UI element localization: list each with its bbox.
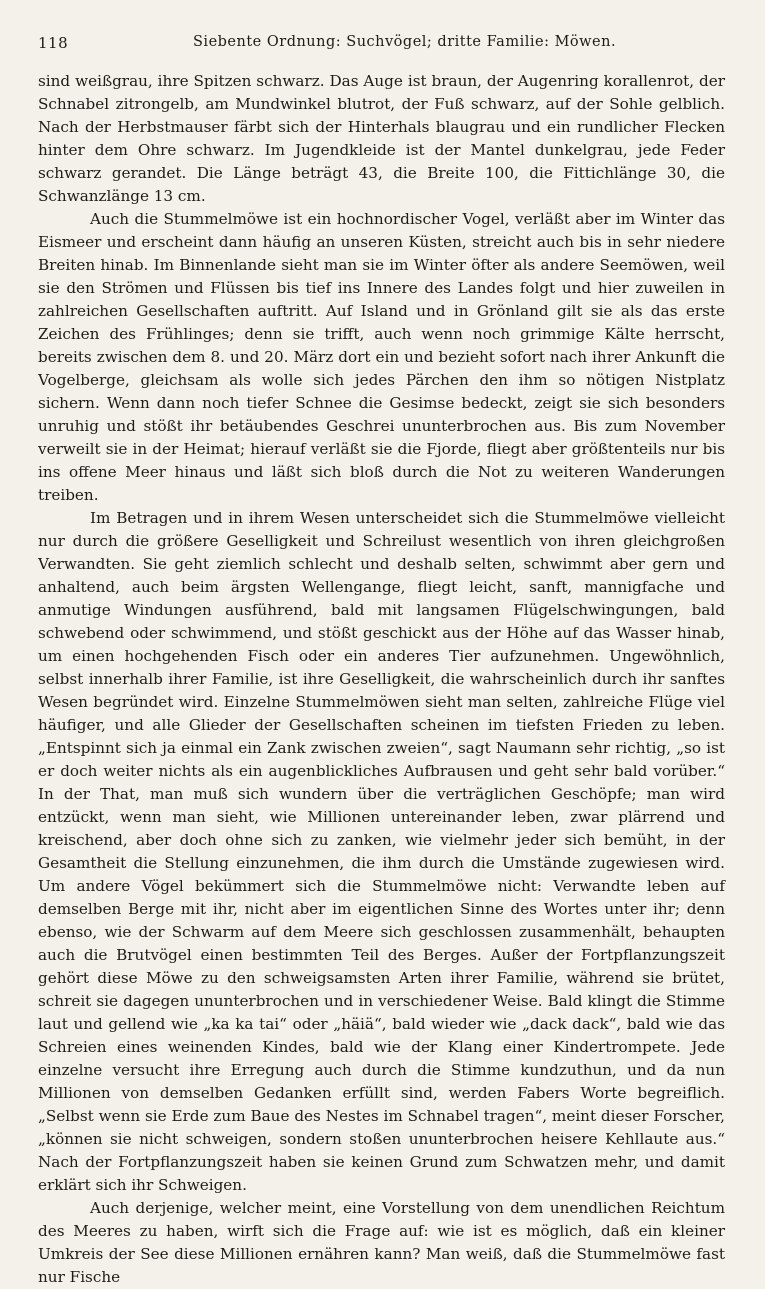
running-head: Siebente Ordnung: Suchvögel; dritte Familie: Möwen.: [193, 34, 617, 50]
paragraph: Im Betragen und in ihrem Wesen unterscheidet sich die Stummelmöwe vielleicht nur durch die größere Geselligkeit und Schreilust wesentlich von ihren gleichgroßen Verwandten. Sie geht ziemlich schlecht und deshalb selten, schwimmt aber gern und anhaltend, auch beim ärgsten Wellengange, fliegt leicht, sanft, mannigfache und anmutige Windungen ausführend, bald mit langsamen Flügelschwingungen, bald schwebend oder schwimmend, und stößt geschickt aus der Höhe auf das Wasser hinab, um einen hochgehenden Fisch oder ein anderes Tier aufzunehmen. Ungewöhnlich, selbst innerhalb ihrer Familie, ist ihre Geselligkeit, die wahrscheinlich durch ihr sanftes Wesen begründet wird. Einzelne Stummelmöwen sieht man selten, zahlreiche Flüge viel häufiger, und alle Glieder der Gesellschaften scheinen im tiefsten Frieden zu leben. „Entspinnt sich ja einmal ein Zank zwischen zweien“, sagt Naumann sehr richtig, „so ist er doch weiter nichts als ein augenblickliches Aufbrausen und geht sehr bald vorüber.“ In der That, man muß sich wundern über die verträglichen Geschöpfe; man wird entzückt, wenn man sieht, wie Millionen untereinander leben, zwar plärrend und kreischend, aber doch ohne sich zu zanken, wie vielmehr jeder sich bemüht, in der Gesamtheit die Stellung einzunehmen, die ihm durch die Umstände zugewiesen wird. Um andere Vögel bekümmert sich die Stummelmöwe nicht: Verwandte leben auf demselben Berge mit ihr, nicht aber im eigentlichen Sinne des Wortes unter ihr; denn ebenso, wie der Schwarm auf dem Meere sich geschlossen zusammenhält, behaupten auch die Brutvögel einen bestimmten Teil des Berges. Außer der Fortpflanzungszeit gehört diese Möwe zu den schweigsamsten Arten ihrer Familie, während sie brütet, schreit sie dagegen ununterbrochen und in verschiedener Weise. Bald klingt die Stimme laut und gellend wie „ka ka tai“ oder „häiä“, bald wieder wie „dack dack“, bald wie das Schreien eines weinenden Kindes, bald wie der Klang einer Kindertrompete. Jede einzelne versucht ihre Erregung auch durch die Stimme kundzuthun, und da nun Millionen von demselben Gedanken erfüllt sind, werden Fabers Worte begreiflich. „Selbst wenn sie Erde zum Baue des Nestes im Schnabel tragen“, meint dieser Forscher, „können sie nicht schweigen, sondern stoßen ununterbrochen heisere Kehllaute aus.“ Nach der Fortpflanzungszeit haben sie keinen Grund zum Schwatzen mehr, und damit erklärt sich ihr Schweigen.: [38, 509, 725, 1194]
body-text: [38, 70, 725, 1289]
paragraph: sind weißgrau, ihre Spitzen schwarz. Das Auge ist braun, der Augenring korallenrot, der Schnabel zitrongelb, am Mundwinkel blutrot, der Fuß schwarz, auf der Sohle gelblich. Nach der Herbstmauser färbt sich der Hinterhals blaugrau und ein rundlicher Flecken hinter dem Ohre schwarz. Im Jugendkleide ist der Mantel dunkelgrau, jede Feder schwarz gerandet. Die Länge beträgt 43, die Breite 100, die Fittichlänge 30, die Schwanzlänge 13 cm.: [38, 72, 725, 205]
page-header: [38, 26, 725, 56]
paragraph: Auch derjenige, welcher meint, eine Vorstellung von dem unendlichen Reichtum des Meeres zu haben, wirft sich die Frage auf: wie ist es möglich, daß ein kleiner Umkreis der See diese Millionen ernähren kann? Man weiß, daß die Stummelmöwe fast nur Fische: [38, 1199, 725, 1286]
paragraph: Auch die Stummelmöwe ist ein hochnordischer Vogel, verläßt aber im Winter das Eismeer und erscheint dann häufig an unseren Küsten, streicht auch bis in sehr niedere Breiten hinab. Im Binnenlande sieht man sie im Winter öfter als andere Seemöwen, weil sie den Strömen und Flüssen bis tief ins Innere des Landes folgt und hier zuweilen in zahlreichen Gesellschaften auftritt. Auf Island und in Grönland gilt sie als das erste Zeichen des Frühlinges; denn sie trifft, auch wenn noch grimmige Kälte herrscht, bereits zwischen dem 8. und 20. März dort ein und bezieht sofort nach ihrer Ankunft die Vogelberge, gleichsam als wolle sich jedes Pärchen den ihm so nötigen Nistplatz sichern. Wenn dann noch tiefer Schnee die Gesimse bedeckt, zeigt sie sich besonders unruhig und stößt ihr betäubendes Geschrei ununterbrochen aus. Bis zum November verweilt sie in der Heimat; hierauf verläßt sie die Fjorde, fliegt aber größtenteils nur bis ins offene Meer hinaus und läßt sich bloß durch die Not zu weiteren Wanderungen treiben.: [38, 210, 725, 504]
page-number: 118: [38, 34, 69, 52]
